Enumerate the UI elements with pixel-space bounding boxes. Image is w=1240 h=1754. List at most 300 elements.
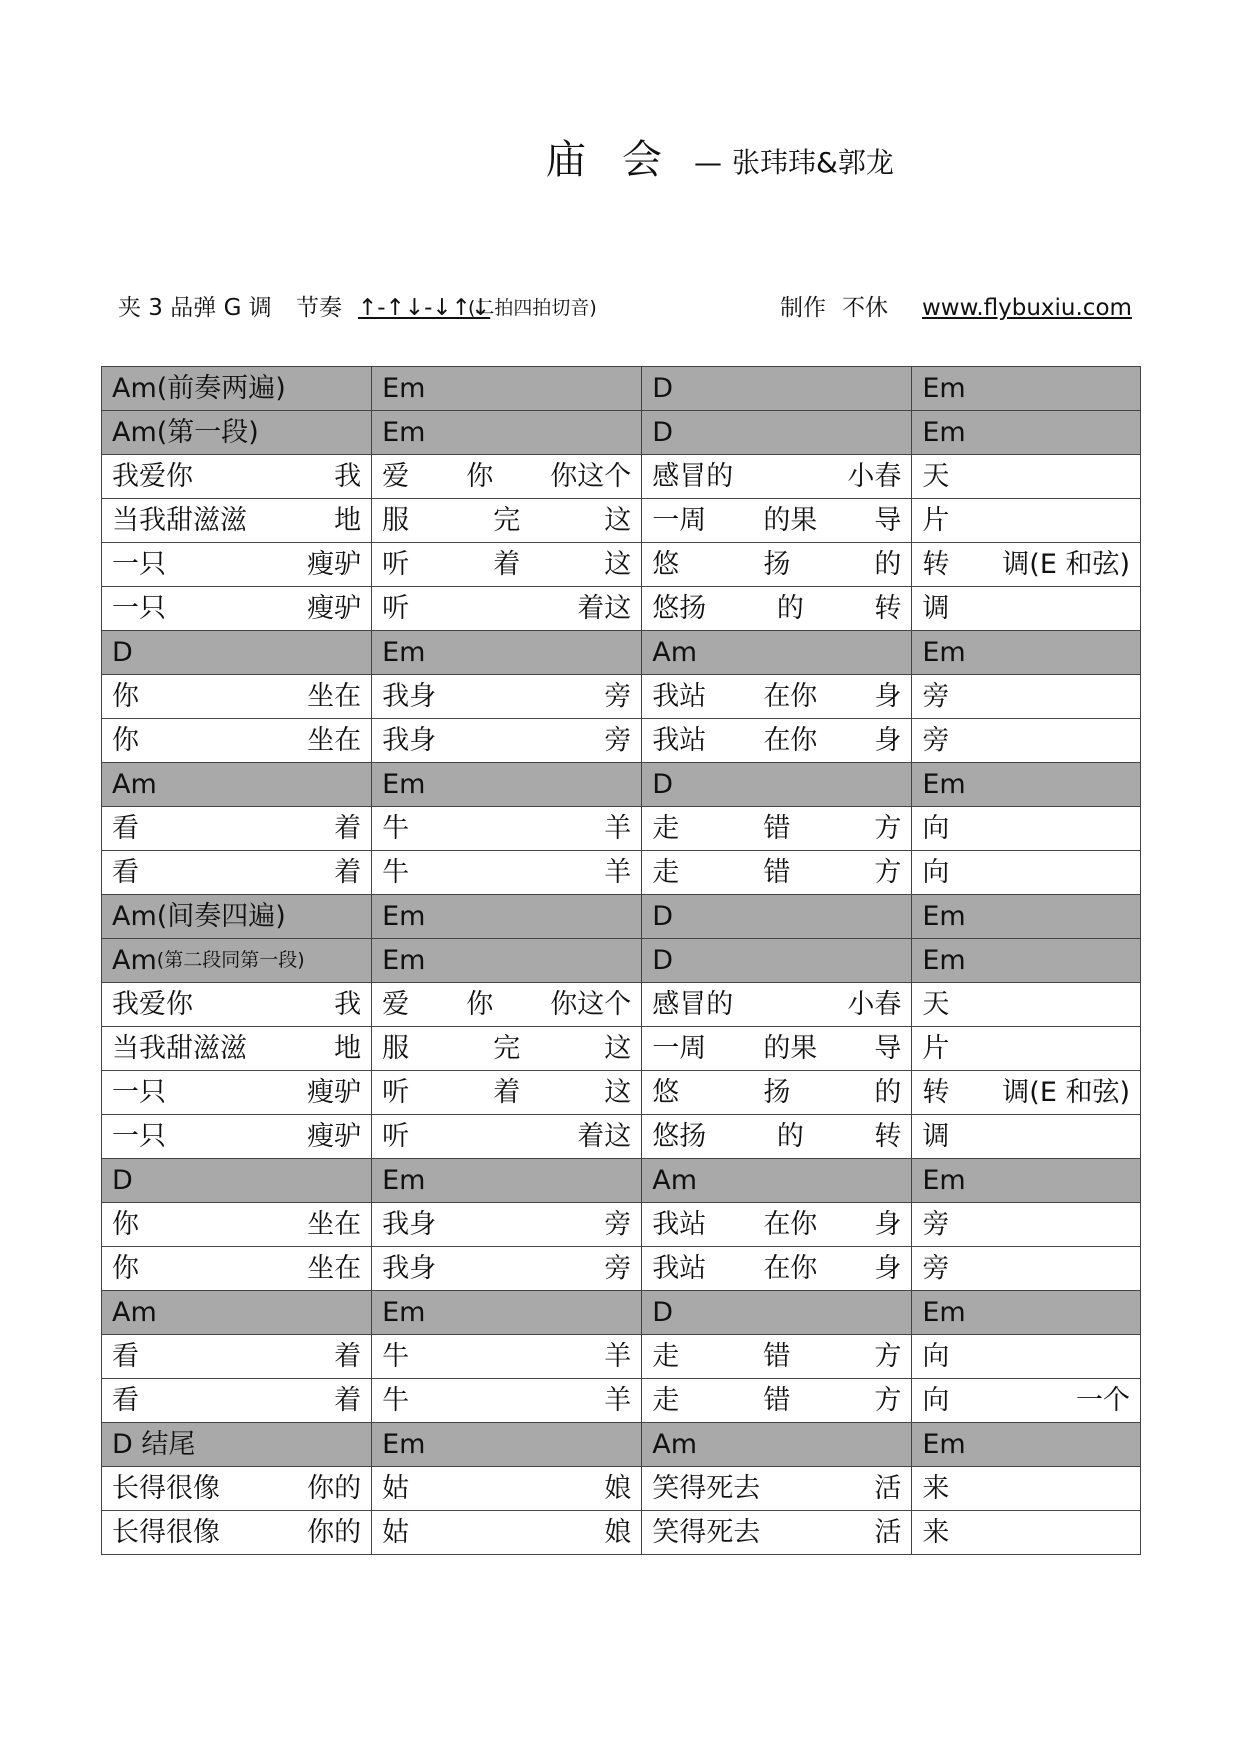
lyric-text: 一只: [112, 1121, 166, 1152]
lyric-text: 旁: [604, 681, 632, 712]
lyric-cell: [372, 455, 642, 499]
cell-content: [922, 763, 1130, 806]
lyric-cell: [912, 587, 1141, 631]
lyric-row: [102, 587, 1141, 631]
lyric-cell: [102, 1335, 372, 1379]
lyric-cell: [642, 1379, 912, 1423]
lyric-cell: [642, 1115, 912, 1159]
chord-cell: [102, 411, 372, 455]
lyric-text: 你: [112, 681, 139, 712]
cell-content: [382, 411, 631, 454]
author-label: 制作: [780, 295, 826, 321]
lyric-text: 一只: [112, 1077, 166, 1108]
lyric-cell: [912, 807, 1141, 851]
lyric-text: 身: [874, 725, 902, 756]
lyric-text: 身: [874, 1209, 902, 1240]
cell-content: [922, 455, 1130, 498]
cell-content: [652, 367, 901, 410]
lyric-cell: [642, 983, 912, 1027]
lyric-text: 方: [874, 1341, 902, 1372]
lyric-text: 走: [652, 813, 680, 844]
lyric-text: 方: [874, 813, 902, 844]
chord-cell: [102, 895, 372, 939]
lyric-text: 笑得死去: [652, 1473, 761, 1504]
lyric-text: 悠: [652, 549, 680, 580]
cell-content: [652, 1027, 901, 1070]
cell-content: [922, 1335, 1130, 1378]
lyric-text: 这: [604, 1033, 632, 1064]
meta-line: [0, 290, 1240, 326]
lyric-cell: [102, 1027, 372, 1071]
cell-content: [112, 1423, 361, 1466]
lyric-row: [102, 543, 1141, 587]
chord-cell: [642, 895, 912, 939]
chord-text: D: [652, 417, 674, 448]
lyric-text: 旁: [922, 681, 950, 712]
lyric-text: 完: [493, 505, 521, 536]
cell-content: [382, 1335, 631, 1378]
cell-content: [382, 1511, 631, 1554]
chord-text: Am: [652, 637, 698, 668]
cell-content: [652, 1379, 901, 1422]
cell-content: [382, 1071, 631, 1114]
lyric-text: 向: [922, 1341, 950, 1372]
lyric-row: [102, 1335, 1141, 1379]
lyric-cell: [912, 675, 1141, 719]
lyric-text: 我身: [382, 725, 437, 756]
chord-cell: [372, 631, 642, 675]
lyric-text: 笑得死去: [652, 1517, 761, 1548]
lyric-cell: [912, 719, 1141, 763]
cell-content: [382, 983, 631, 1026]
lyric-cell: [102, 1203, 372, 1247]
lyric-text: 我身: [382, 1209, 437, 1240]
cell-content: [112, 1159, 361, 1202]
cell-content: [112, 1203, 361, 1246]
lyric-text: 羊: [604, 1385, 632, 1416]
lyric-text: 旁: [922, 1253, 950, 1284]
cell-content: [112, 675, 361, 718]
chord-cell: [912, 895, 1141, 939]
cell-content: [382, 675, 631, 718]
chord-cell: [372, 1159, 642, 1203]
chord-cell: [912, 1159, 1141, 1203]
lyric-cell: [912, 543, 1141, 587]
cell-content: [922, 675, 1130, 718]
lyric-text: 牛: [382, 857, 410, 888]
cell-content: [922, 1379, 1130, 1422]
cell-content: [652, 851, 901, 894]
lyric-cell: [642, 1071, 912, 1115]
cell-content: [922, 1467, 1130, 1510]
lyric-text: 你: [466, 989, 494, 1020]
cell-content: [112, 1115, 361, 1158]
lyric-text: 服: [382, 505, 410, 536]
cell-content: [112, 367, 361, 410]
chord-cell: [912, 631, 1141, 675]
chord-row: [102, 1159, 1141, 1203]
lyric-cell: [102, 1247, 372, 1291]
cell-content: [382, 1291, 631, 1334]
cell-content: [382, 1159, 631, 1202]
lyric-cell: [372, 587, 642, 631]
lyric-text: 着: [334, 857, 362, 888]
chord-cell: [912, 1423, 1141, 1467]
cell-content: [652, 543, 901, 586]
chord-text: Em: [382, 945, 426, 976]
lyric-row: [102, 675, 1141, 719]
lyric-text: 一只: [112, 549, 166, 580]
lyric-text: 向: [922, 1385, 950, 1416]
website-link[interactable]: www.flybuxiu.com: [922, 295, 1132, 321]
chord-cell: [102, 763, 372, 807]
cell-content: [382, 499, 631, 542]
lyric-text: 向: [922, 857, 950, 888]
chord-row: [102, 367, 1141, 411]
lyric-cell: [102, 1467, 372, 1511]
lyric-cell: [912, 1379, 1141, 1423]
chord-sheet-body: [102, 367, 1141, 1555]
cell-content: [652, 763, 901, 806]
lyric-cell: [102, 587, 372, 631]
chord-text: D: [652, 373, 674, 404]
lyric-cell: [372, 1511, 642, 1555]
cell-content: [382, 1203, 631, 1246]
cell-content: [652, 895, 901, 938]
cell-content: [922, 499, 1130, 542]
chord-text: Em: [382, 1165, 426, 1196]
lyric-text: 你: [112, 1253, 139, 1284]
lyric-text: 当我甜滋滋: [112, 1033, 247, 1064]
chord-cell: [102, 1423, 372, 1467]
cell-content: [112, 895, 361, 938]
lyric-text: 娘: [604, 1517, 632, 1548]
chord-text: D: [652, 945, 674, 976]
lyric-row: [102, 1379, 1141, 1423]
lyric-text: 在你: [763, 1209, 818, 1240]
lyric-text: 着: [493, 549, 521, 580]
cell-content: [112, 1467, 361, 1510]
lyric-text: 感冒的: [652, 461, 734, 492]
chord-text: Am: [652, 1429, 698, 1460]
lyric-text: 来: [922, 1473, 950, 1504]
lyric-text: 我爱你: [112, 989, 193, 1020]
lyric-cell: [372, 1115, 642, 1159]
lyric-text: 着这: [577, 593, 632, 624]
chord-row: [102, 895, 1141, 939]
lyric-cell: [912, 455, 1141, 499]
lyric-cell: [102, 499, 372, 543]
lyric-cell: [912, 1467, 1141, 1511]
lyric-text: 扬: [763, 1077, 791, 1108]
lyric-text: 旁: [922, 1209, 950, 1240]
lyric-cell: [642, 1247, 912, 1291]
lyric-text: 的: [776, 1121, 804, 1152]
lyric-cell: [912, 1071, 1141, 1115]
lyric-text: 瘦驴: [307, 549, 362, 580]
chord-cell: [642, 939, 912, 983]
capo-key: 夹 3 品弹 G 调: [118, 295, 272, 321]
chord-text: Em: [922, 1429, 966, 1460]
chord-text: Em: [382, 901, 426, 932]
lyric-text: 小春: [847, 461, 902, 492]
cell-content: [382, 587, 631, 630]
lyric-row: [102, 807, 1141, 851]
cell-content: [652, 1467, 901, 1510]
cell-content: [382, 543, 631, 586]
lyric-text: 羊: [604, 1341, 632, 1372]
lyric-text: 我站: [652, 1209, 707, 1240]
chord-text: D 结尾: [112, 1429, 196, 1460]
lyric-text: 转: [922, 549, 950, 580]
lyric-text: 一个: [1076, 1385, 1130, 1416]
lyric-text: 爱: [382, 461, 410, 492]
lyric-text: 转: [874, 1121, 902, 1152]
cell-content: [112, 1379, 361, 1422]
chord-text: D: [652, 901, 674, 932]
lyric-text: 天: [922, 989, 950, 1020]
lyric-text: 着: [493, 1077, 521, 1108]
lyric-text: 听: [382, 1077, 410, 1108]
lyric-text: 当我甜滋滋: [112, 505, 247, 536]
cell-content: [652, 499, 901, 542]
title-block: [0, 130, 1240, 190]
lyric-text: 旁: [604, 725, 632, 756]
lyric-cell: [102, 807, 372, 851]
cell-content: [652, 587, 901, 630]
lyric-text: 这: [604, 549, 632, 580]
lyric-row: [102, 1511, 1141, 1555]
lyric-text: 旁: [922, 725, 950, 756]
lyric-text: 在你: [763, 681, 818, 712]
lyric-row: [102, 455, 1141, 499]
cell-content: [112, 587, 361, 630]
chord-row: [102, 763, 1141, 807]
lyric-row: [102, 851, 1141, 895]
lyric-text: 悠扬: [652, 593, 707, 624]
lyric-text: 旁: [604, 1253, 632, 1284]
lyric-text: 我: [334, 461, 362, 492]
chord-sheet-table: [101, 366, 1141, 1555]
lyric-text: 看: [112, 1341, 139, 1372]
cell-content: [922, 587, 1130, 630]
cell-content: [112, 719, 361, 762]
cell-content: [652, 1115, 901, 1158]
lyric-cell: [372, 1379, 642, 1423]
lyric-row: [102, 499, 1141, 543]
cell-content: [382, 1115, 631, 1158]
cell-content: [652, 1291, 901, 1334]
lyric-text: 天: [922, 461, 950, 492]
lyric-text: 的: [874, 1077, 902, 1108]
lyric-cell: [642, 499, 912, 543]
lyric-text: 瘦驴: [307, 593, 362, 624]
chord-cell: [102, 1291, 372, 1335]
lyric-text: 瘦驴: [307, 1077, 362, 1108]
lyric-text: 牛: [382, 813, 410, 844]
cell-content: [112, 499, 361, 542]
cell-content: [652, 807, 901, 850]
lyric-text: 走: [652, 1341, 680, 1372]
artist-name: 张玮玮&郭龙: [732, 146, 894, 179]
lyric-text: 扬: [763, 549, 791, 580]
cell-content: [382, 1247, 631, 1290]
lyric-cell: [372, 499, 642, 543]
lyric-text: 我身: [382, 681, 437, 712]
chord-cell: [642, 367, 912, 411]
rhythm-label: 节奏: [296, 295, 342, 321]
lyric-text: 牛: [382, 1385, 410, 1416]
lyric-text: 错: [763, 1341, 791, 1372]
rhythm-note: (二拍四拍切音): [468, 297, 597, 319]
lyric-text: 着: [334, 1385, 362, 1416]
lyric-row: [102, 983, 1141, 1027]
lyric-row: [102, 1027, 1141, 1071]
lyric-text: 一只: [112, 593, 166, 624]
lyric-text: 羊: [604, 813, 632, 844]
chord-cell: [642, 1291, 912, 1335]
lyric-text: 牛: [382, 1341, 410, 1372]
lyric-text: 完: [493, 1033, 521, 1064]
chord-text: D: [652, 1297, 674, 1328]
cell-content: [382, 1467, 631, 1510]
chord-text: Em: [922, 1165, 966, 1196]
lyric-cell: [912, 1247, 1141, 1291]
lyric-text: 坐在: [307, 1253, 362, 1284]
chord-cell: [372, 411, 642, 455]
lyric-text: 羊: [604, 857, 632, 888]
lyric-text: 转: [874, 593, 902, 624]
lyric-cell: [372, 675, 642, 719]
lyric-text: 我身: [382, 1253, 437, 1284]
lyric-text: 方: [874, 1385, 902, 1416]
cell-content: [112, 1071, 361, 1114]
lyric-text: 一周: [652, 1033, 707, 1064]
lyric-text: 错: [763, 1385, 791, 1416]
cell-content: [652, 1423, 901, 1466]
lyric-cell: [372, 1467, 642, 1511]
lyric-cell: [912, 1027, 1141, 1071]
lyric-text: 坐在: [307, 725, 362, 756]
lyric-text: 听: [382, 593, 410, 624]
lyric-text: 旁: [604, 1209, 632, 1240]
lyric-text: 导: [874, 1033, 902, 1064]
cell-content: [382, 719, 631, 762]
cell-content: [922, 983, 1130, 1026]
lyric-cell: [372, 1335, 642, 1379]
chord-text: Em: [922, 901, 966, 932]
lyric-cell: [642, 1027, 912, 1071]
lyric-cell: [642, 807, 912, 851]
lyric-row: [102, 1071, 1141, 1115]
chord-text: Em: [922, 769, 966, 800]
cell-content: [922, 1511, 1130, 1554]
lyric-text: 你的: [307, 1517, 362, 1548]
chord-text: Em: [922, 373, 966, 404]
chord-text: Am(前奏两遍): [112, 373, 286, 404]
lyric-cell: [912, 851, 1141, 895]
lyric-text: 地: [334, 1033, 362, 1064]
lyric-text: 坐在: [307, 681, 362, 712]
cell-content: [922, 719, 1130, 762]
lyric-cell: [102, 851, 372, 895]
lyric-text: 来: [922, 1517, 950, 1548]
chord-text: Em: [922, 637, 966, 668]
cell-content: [652, 719, 901, 762]
title-dash: —: [694, 146, 722, 179]
cell-content: [652, 1159, 901, 1202]
cell-content: [112, 1247, 361, 1290]
lyric-cell: [642, 1203, 912, 1247]
cell-content: [922, 631, 1130, 674]
lyric-cell: [102, 1115, 372, 1159]
chord-cell: [642, 763, 912, 807]
chord-cell: [372, 939, 642, 983]
cell-content: [112, 411, 361, 454]
lyric-text: 服: [382, 1033, 410, 1064]
lyric-text: 错: [763, 813, 791, 844]
chord-text: Am(第一段): [112, 417, 259, 448]
lyric-cell: [102, 1379, 372, 1423]
lyric-text: 听: [382, 1121, 410, 1152]
chord-text: D: [112, 637, 133, 668]
cell-content: [112, 807, 361, 850]
cell-content: [112, 851, 361, 894]
lyric-text: 看: [112, 813, 139, 844]
lyric-cell: [912, 499, 1141, 543]
lyric-text: 的果: [763, 505, 818, 536]
chord-cell: [102, 367, 372, 411]
lyric-cell: [912, 983, 1141, 1027]
chord-cell: [102, 1159, 372, 1203]
cell-content: [382, 1379, 631, 1422]
lyric-text: 这: [604, 1077, 632, 1108]
lyric-cell: [642, 1335, 912, 1379]
lyric-text: 向: [922, 813, 950, 844]
lyric-cell: [912, 1335, 1141, 1379]
lyric-cell: [642, 1467, 912, 1511]
lyric-text: 调: [922, 593, 950, 624]
lyric-text: 小春: [847, 989, 902, 1020]
lyric-cell: [372, 1071, 642, 1115]
cell-content: [382, 851, 631, 894]
chord-row: [102, 939, 1141, 983]
lyric-text: 姑: [382, 1473, 410, 1504]
lyric-text: 在你: [763, 1253, 818, 1284]
lyric-cell: [372, 1247, 642, 1291]
cell-content: [112, 763, 361, 806]
chord-cell: [642, 1159, 912, 1203]
cell-content: [652, 1335, 901, 1378]
cell-content: [382, 895, 631, 938]
lyric-text: 调(E 和弦): [1002, 549, 1130, 580]
lyric-cell: [642, 587, 912, 631]
cell-content: [652, 983, 901, 1026]
lyric-text: 身: [874, 681, 902, 712]
lyric-row: [102, 719, 1141, 763]
lyric-cell: [102, 543, 372, 587]
lyric-cell: [642, 455, 912, 499]
lyric-cell: [372, 719, 642, 763]
cell-content: [652, 631, 901, 674]
cell-content: [652, 1511, 901, 1554]
cell-content: [382, 807, 631, 850]
cell-content: [922, 411, 1130, 454]
lyric-text: 听: [382, 549, 410, 580]
chord-text: Am(间奏四遍): [112, 901, 286, 932]
chord-text: Am: [112, 769, 157, 800]
lyric-cell: [102, 983, 372, 1027]
